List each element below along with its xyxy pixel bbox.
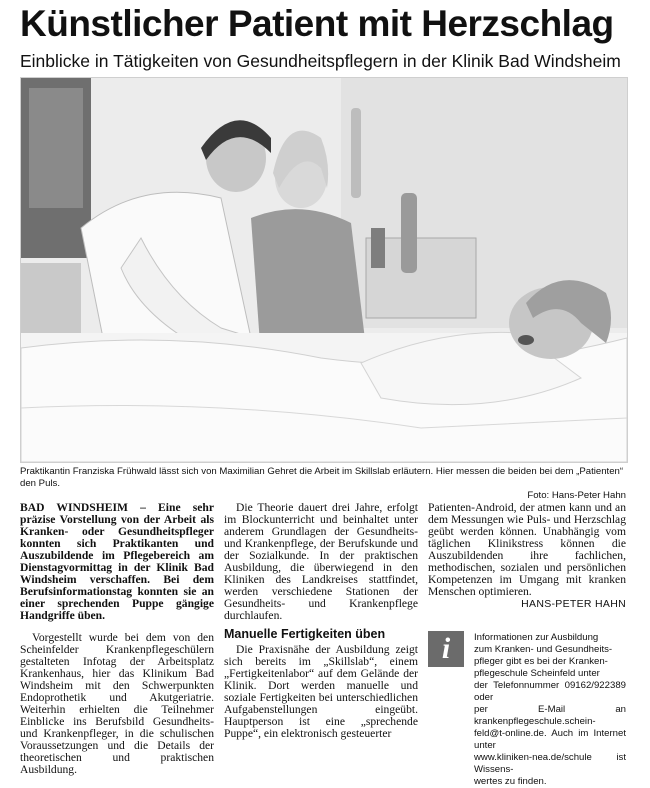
info-line: wertes zu finden.	[474, 776, 547, 787]
photo-illustration	[21, 78, 627, 462]
article-column-1	[20, 502, 214, 776]
info-line: feld@t-online.de. Auch im Internet unter	[474, 728, 626, 751]
article-paragraph-1: Vorgestellt wurde bei dem von den Scheinfelder Krankenpflegeschülern gestalteten Infotag der Arbeitsplatz Krankenhaus, hier das Klinikum Bad Windsheim mit den Schwerpunkten Endoprothetik und Akutgeriatrie. Weiterhin erhielten die Teilnehmer Einblicke ins Berufsbild Gesundheits- und Krankenpfleger, in die schulischen Voraussetzungen und die Details der theoretischen und praktischen Ausbildung.	[20, 631, 214, 776]
info-line: www.kliniken-nea.de/schule ist Wissens-	[474, 752, 626, 775]
info-line: der Telefonnummer 09162/922389 oder	[474, 680, 626, 703]
info-icon: i	[428, 631, 464, 667]
photo-caption-text: Praktikantin Franziska Frühwald lässt sich von Maximilian Gehret die Arbeit im Skillslab erläutern. Hier messen die beiden bei dem „Patienten“ den Puls.	[20, 466, 624, 489]
article-column-3	[428, 502, 626, 610]
info-line: Informationen zur Ausbildung	[474, 632, 599, 643]
article-paragraph-2: Die Theorie dauert drei Jahre, erfolgt im Blockunterricht und beinhaltet unter anderem Grundlagen der Gesundheits- und Krankenpflege, der Berufskunde und der Sozialkunde. In der praktischen Ausbildung, die überwiegend in den Kliniken des Landkreises stattfindet, werden verschiedene Stationen der Gesundheits- und Krankenpflege durchlaufen.	[224, 501, 418, 622]
info-line: pfleger gibt es bei der Kranken-	[474, 656, 608, 667]
article-author: HANS-PETER HAHN	[521, 598, 626, 610]
photo-credit: Foto: Hans-Peter Hahn	[527, 490, 626, 501]
info-line: pflegeschule Scheinfeld unter	[474, 668, 600, 679]
article-paragraph-3-continued: Patienten-Android, der atmen kann und an dem Messungen wie Puls- und Herzschlag geübt werden können. Unabhängig vom täglichen Klinikstress können die Auszubildenden ihre fachlichen, methodischen, sozialen und persönlichen Kompetenzen im Umgang mit kranken Menschen optimieren.	[428, 501, 626, 598]
article-photo	[20, 77, 628, 463]
article-subheading: Manuelle Fertigkeiten üben	[224, 627, 386, 641]
subheadline: Einblicke in Tätigkeiten von Gesundheitspflegern in der Klinik Bad Windsheim	[20, 51, 621, 71]
info-line: zum Kranken- und Gesundheits-	[474, 644, 613, 655]
headline: Künstlicher Patient mit Herzschlag	[20, 3, 614, 44]
article-column-2	[224, 502, 418, 740]
article-paragraph-3: Die Praxisnähe der Ausbildung zeigt sich bereits im „Skillslab“, einem „Fertigkeitenlabor“ auf dem Gelände der Klinik. Dort werden manuelle und soziale Fertigkeiten bei unterschiedlichen Aufgabenstellungen eingeübt. Hauptperson ist eine „sprechende Puppe“, ein elektronisch gesteuerter	[224, 643, 418, 740]
info-line: per E-Mail an krankenpflegeschule.schein-	[474, 704, 626, 727]
info-text	[474, 632, 626, 788]
photo-caption	[20, 466, 626, 502]
article-lead: BAD WINDSHEIM – Eine sehr präzise Vorstellung von der Arbeit als Kranken- oder Gesundheitspfleger konnten sich Praktikanten und Auszubildende im Pflegebereich am Dienstagvormittag in der Klinik Bad Windsheim verschaffen. Bei dem Berufsinformationstag konnten sie an einer sprechenden Puppe gängige Handgriffe üben.	[20, 501, 214, 622]
info-box	[428, 631, 626, 787]
